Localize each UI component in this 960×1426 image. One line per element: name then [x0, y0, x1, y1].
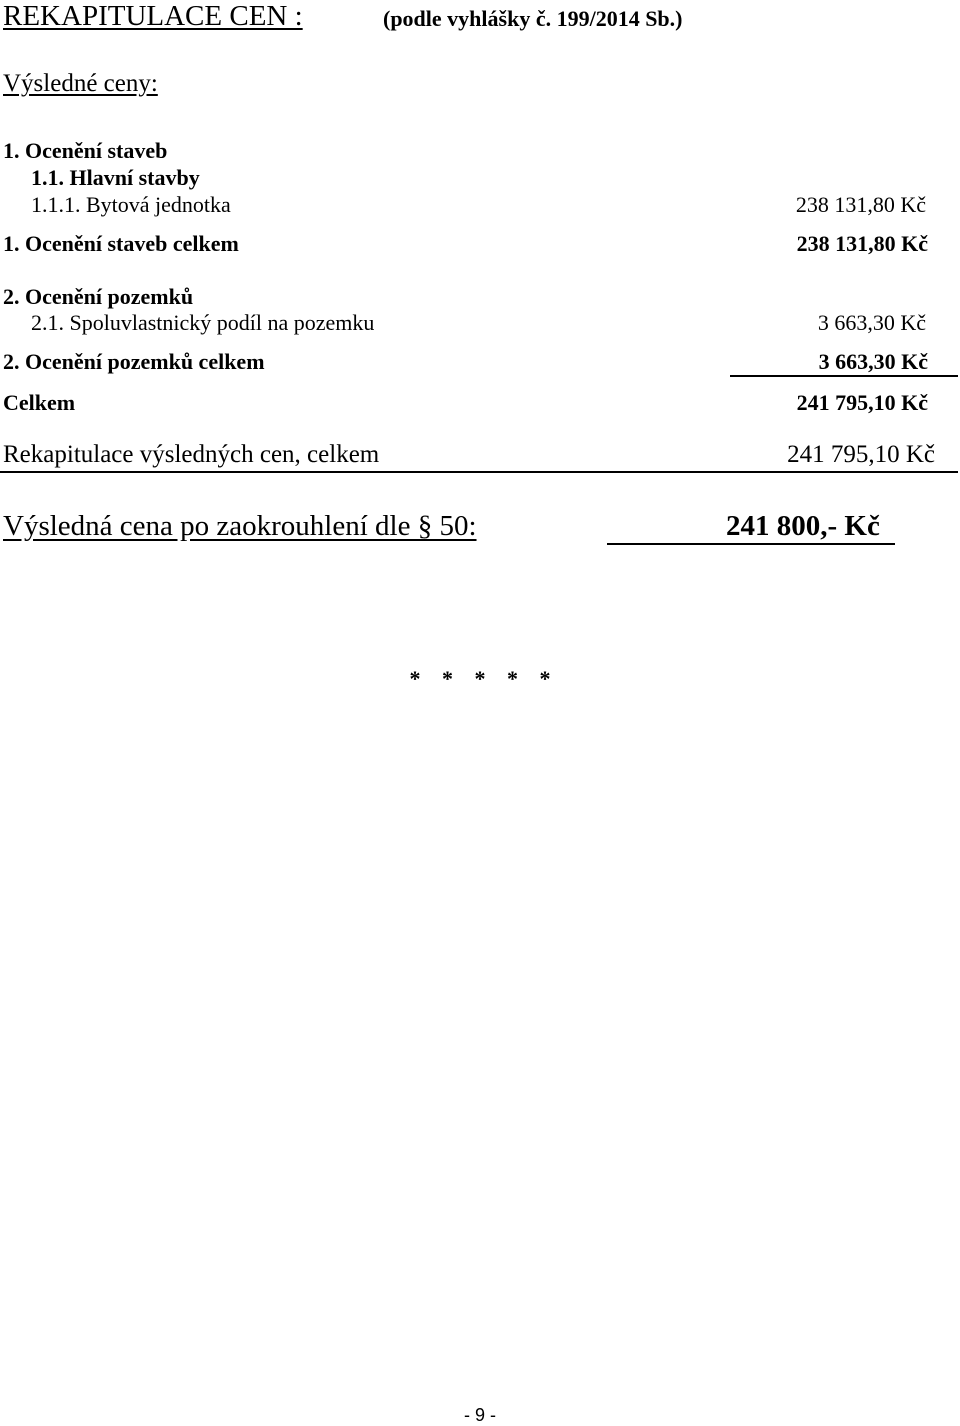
rekapitulace-label: Rekapitulace výsledných cen, celkem [3, 441, 380, 468]
stavby-item-value: 238 131,80 Kč [795, 192, 926, 217]
celkem-label: Celkem [3, 390, 76, 415]
stavby-item-label: 1.1.1. Bytová jednotka [31, 192, 231, 217]
subtotal-rule [730, 375, 958, 377]
pozemky-item-value: 3 663,30 Kč [817, 310, 926, 335]
end-stars: * * * * * [409, 666, 551, 691]
page-title: REKAPITULACE CEN : [3, 0, 303, 32]
stavby-heading: 1. Ocenění staveb [3, 138, 168, 163]
final-price-label: Výsledná cena po zaokrouhlení dle § 50: [3, 510, 477, 542]
section-title: Výsledné ceny: [3, 70, 158, 97]
pozemky-heading: 2. Ocenění pozemků [3, 284, 194, 309]
pozemky-total-value: 3 663,30 Kč [818, 349, 928, 374]
pozemky-total-label: 2. Ocenění pozemků celkem [3, 349, 265, 374]
rekapitulace-rule [0, 471, 958, 473]
page-subtitle: (podle vyhlášky č. 199/2014 Sb.) [383, 6, 683, 31]
rekapitulace-value: 241 795,10 Kč [787, 441, 935, 468]
page-number: - 9 - [463, 1405, 496, 1425]
stavby-total-value: 238 131,80 Kč [796, 231, 928, 256]
stavby-sub-heading: 1.1. Hlavní stavby [31, 165, 200, 190]
pozemky-item-label: 2.1. Spoluvlastnický podíl na pozemku [31, 310, 375, 335]
stavby-total-label: 1. Ocenění staveb celkem [3, 231, 239, 256]
final-price-value: 241 800,- Kč [726, 510, 880, 542]
final-price-rule [607, 543, 895, 545]
celkem-value: 241 795,10 Kč [796, 390, 928, 415]
